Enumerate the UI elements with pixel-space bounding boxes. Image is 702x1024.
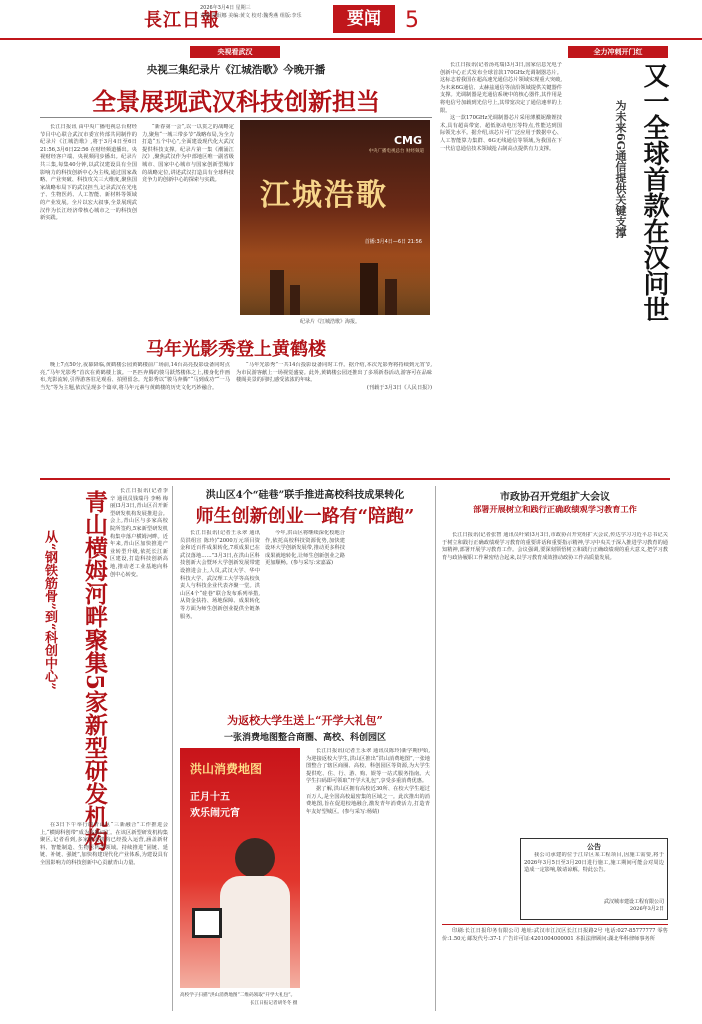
photo-banner: 洪山消费地图 xyxy=(190,762,263,776)
story1-kicker: 央视三集纪录片《江城浩歌》今晚开播 xyxy=(146,64,326,76)
story1-headline: 全景展现武汉科技创新担当 xyxy=(92,87,380,116)
story7-kicker: 市政协召开党组扩大会议 xyxy=(500,492,610,503)
story2-body: 晚上7点50分,夜幕降临,黄鹤楼公园黄鹤楼前广场前,14台高亮投影设备同时点亮,“马年光影秀”首次在黄鹤楼上演。一匹匹奔腾的骏马跃然楼体之上,楼身化作画布,光影流转,引得游客驻足观看、拍照留念。光影秀以“骏马奔腾”“马到成功”“一马当先”等为主题,依次呈现多个篇章,将马年元素与黄鹤楼的历史文化巧妙融合。 xyxy=(40,362,230,391)
story3-headline: 又一全球首款在汉问世 xyxy=(639,62,669,322)
divider xyxy=(40,117,432,118)
story2-credit: (刊载于3月3日《人民日报》) xyxy=(366,384,432,391)
story4-body2: 在3日下午举行的青山区“三新融合”工作推进会上,“横姆科创带”成为高频词汇。在该区新型研发机构集聚区,记者看到,多家研发机构已经投入运营,涵盖新材料、智能制造、生物医药等领域。持续推进“固链、延链、补链、强链”,加快构建现代化产业体系,为建设具有全国影响力的科技创新中心贡献青山力量。 xyxy=(40,822,168,866)
person-body xyxy=(220,876,290,988)
story5-headline: 师生创新创业一路有“陪跑” xyxy=(195,506,415,527)
story2-body2: “马年光影秀”一共14台投影设备同时工作。据介绍,本次光影秀将持续到元宵节,为市民游客献上一场视觉盛宴。此外,黄鹤楼公园还推出了多项新春活动,游客可在品味楼阁美景的同时,感受浓浓的年味。 xyxy=(236,362,432,384)
newspaper-logo: 長江日報 xyxy=(144,10,220,31)
story6-body-col xyxy=(306,748,430,1010)
story1-body-col2 xyxy=(142,124,234,329)
story1-body2: “新春第一会”,以一以贯之的战略定力,聚焦“一城三带多节”战略布局,为全力打造“五个中心”,全面建设现代化大武汉提供科技支撑。纪录片第一集《潮涌江汉》,聚焦武汉作为中部地区唯一副省级城市、国家中心城市与国家创新型城市的战略定位,讲述武汉打造具有全球科技竞争力的创新中心的探索与实践。 xyxy=(142,124,234,184)
story5-kicker: 洪山区4个“硅巷”联手推进高校科技成果转化 xyxy=(205,490,405,501)
notice-box xyxy=(520,838,668,920)
story5-body2: 今年,洪山区将继续深化校地合作,依托高校科技资源优势,加快建设环大学创新发展带,推动更多科技成果就地转化,让师生创新创业之路更加顺畅。(参与采写:宋嘉霖) xyxy=(265,530,345,567)
story3-body2: 这一款170GHz光调制器芯片采用薄膜铌酸锂技术,具有超高带宽、超低驱动电压等特点,性能达到国际领先水平。据介绍,该芯片可广泛应用于数据中心、人工智能算力集群、6G无线通信等领域,为我国在下一代信息通信技术领域抢占制高点提供有力支撑。 xyxy=(440,115,562,152)
column-divider xyxy=(435,486,436,1011)
story6-caption: 高校学子扫描“洪山消费地图”二维码领取“开学大礼包”。 xyxy=(180,993,296,998)
masthead xyxy=(0,0,702,40)
story1-tag: 央视看武汉 xyxy=(190,46,280,58)
column-divider xyxy=(172,486,173,1011)
notice-signature: 武汉城市建设工程有限公司 xyxy=(603,899,664,905)
story4-body: 长江日报讯(记者李辛 通讯员钱瑞丹 李畅 梅丽)3月3日,青山区召开新型研发机构发展推进会。会上,青山区与多家高校院所签约,5家新型研发机构集中落户横姆河畔。近年来,青山区加快推进产业转型升级,依托长江新区建设,打造科技创新高地,推动老工业基地向科创中心转变。 xyxy=(110,488,168,578)
story6-body2: 据了解,洪山区拥有高校近30所、在校大学生超过百万人,是全国高校最密集的区域之一。此次推出的消费地图,旨在促进校地融合,激发青年消费活力,打造青年友好型城区。(参与采写:杨婧) xyxy=(306,785,430,815)
poster-caption: 纪录片《江城浩歌》海报。 xyxy=(300,319,361,325)
story4-subheadline: 从“钢铁筋骨”到“科创中心” xyxy=(42,530,57,690)
story6-headline: 一张消费地图整合商圈、高校、科创园区 xyxy=(223,733,386,743)
qr-code-icon xyxy=(192,908,222,938)
story5-body-col1 xyxy=(180,530,260,702)
person-head xyxy=(235,838,275,878)
notice-body-wrap xyxy=(524,852,664,898)
cmg-logo: CMG xyxy=(393,134,422,147)
section-rule xyxy=(40,478,670,480)
story4-headline: 青山横姆河畔聚集5家新型研发机构 xyxy=(81,490,108,852)
photo-banner-sub2: 欢乐闹元宵 xyxy=(190,808,240,819)
story6-body: 长江日报讯(记者王永翠 通讯员陈玲)新学期伊始,为迎接返校大学生,洪山区推出“洪山消费地图”,一张地图整合了辖区商圈、高校、科创园区等资源,为大学生提供吃、住、行、游、购、娱等一站式服务指南。大学生扫码即可领取“开学大礼包”,享受多重消费优惠。 xyxy=(306,748,430,785)
story3-subheadline: 为未来6G通信提供关键支撑 xyxy=(614,100,627,239)
story3-tag: 全力冲刺开门红 xyxy=(568,46,668,58)
documentary-poster xyxy=(240,120,430,315)
notice-date: 2026年3月2日 xyxy=(629,906,664,912)
poster-schedule: 首播:3月4日—6日 21:56 xyxy=(364,239,422,245)
story4-body-lower xyxy=(40,822,168,1010)
imprint-text: 印刷:长江日报印务有限公司 地址:武汉市江汉区长江日报路2号 电话:027-85777777 零售价:1.50元 邮发代号:37-1 广告许可证:4201004000001 本报法律顾问:湖北华科律师事务所 xyxy=(442,928,668,942)
photo-banner-sub1: 正月十五 xyxy=(190,792,230,803)
story4-body-col xyxy=(110,488,168,818)
story7-body: 长江日报讯(记者张智 通讯员叶梁)3月3日,市政协召开党组扩大会议,传达学习习近平总书记关于树立和践行正确政绩观学习教育的重要讲话和重要指示精神,学习中央关于深入推进学习教育的通知精神,部署开展学习教育工作。会议强调,要深刻领悟树立和践行正确政绩观的重大意义,把学习教育与政协履职工作紧密结合起来,以学习教育成效推动政协工作高质量发展。 xyxy=(442,532,668,561)
imprint-footer xyxy=(442,924,668,1012)
notice-body: 我公司承建的位于江岸区某工程项目,因施工需要,将于2026年3月5日至3月20日进行施工,施工期间可能会对周边造成一定影响,敬请谅解。特此公告。 xyxy=(524,852,664,874)
masthead-meta xyxy=(200,4,302,20)
story2-headline: 马年光影秀登上黄鹤楼 xyxy=(146,339,326,360)
poster-skyline xyxy=(240,255,430,315)
notice-title: 公告 xyxy=(587,842,601,851)
issue-date: 2026年3月4日 星期三 xyxy=(200,5,251,11)
story2-body-right xyxy=(236,362,432,472)
story3-body: 长江日报讯(记者汤兆瑞)3月3日,国家信息光电子创新中心正式发布全球首款170GHz光调制器芯片。这标志着我国在超高速光通信芯片领域实现重大突破,为未来6G通信、太赫兹通信等前沿领域提供关键器件支撑。光调制器是光通信系统中的核心器件,其作用是将电信号加载到光信号上,其带宽决定了通信速率的上限。 xyxy=(440,62,562,114)
poster-title: 江城浩歌 xyxy=(260,178,388,213)
story1-body-col1 xyxy=(40,124,137,329)
section-title: 要闻 xyxy=(333,5,395,33)
story5-body-col2 xyxy=(265,530,345,702)
story6-photo-credit: 长江日报记者胡冬冬 摄 xyxy=(250,1001,298,1006)
poster-channel: 中央广播电视总台 财经频道 xyxy=(368,149,424,154)
story7-body-col xyxy=(442,532,668,832)
story2-body-left xyxy=(40,362,230,472)
editor-credits: 责编:胡珉娜 美编:黄文 校对:魏秀燕 组版:李乐 xyxy=(200,13,302,19)
story6-kicker: 为返校大学生送上“开学大礼包” xyxy=(227,714,383,727)
story7-headline: 部署开展树立和践行正确政绩观学习教育工作 xyxy=(473,504,637,514)
story3-body-col xyxy=(440,62,562,472)
consumption-map-photo xyxy=(180,748,300,988)
story5-body: 长江日报讯(记者王永翠 通讯员洪组宣 陈玲)“2000万元项目资金和近百件成果转化,7项成果已在武汉落地……”3月3日,在洪山区科技创新大会暨环大学创新发展带建设推进会上,人员,武汉大学、华中科技大学、武汉理工大学等高校负责人与科技企业代表齐聚一堂。洪山区4个“硅巷”联合发布系列举措,从资金扶持、场地保障、成果转化等方面为师生创新创业提供全链条服务。 xyxy=(180,530,260,620)
story1-body: 长江日报讯 由中央广播电视总台财经节目中心联合武汉市委宣传部共同制作的纪录片《江城浩歌》,将于3月4日至6日21:56,3月6日22:56 在财经频道播出。央视财经客户端、央视频同步播出。纪录片共三集,每集40分钟,以武汉建设具有全国影响力的科技创新中心为主线,通过国家战略、产业突破、科技攻关三大维度,聚焦国家战略布局下的武汉担当,记录武汉在光电子、生物医药、人工智能、新材料等领域的产业发展。全片以宏大叙事,全景展现武汉作为长江经济带核心城市之一的科技创新实践。 xyxy=(40,124,137,222)
page-number: 5 xyxy=(405,8,419,33)
